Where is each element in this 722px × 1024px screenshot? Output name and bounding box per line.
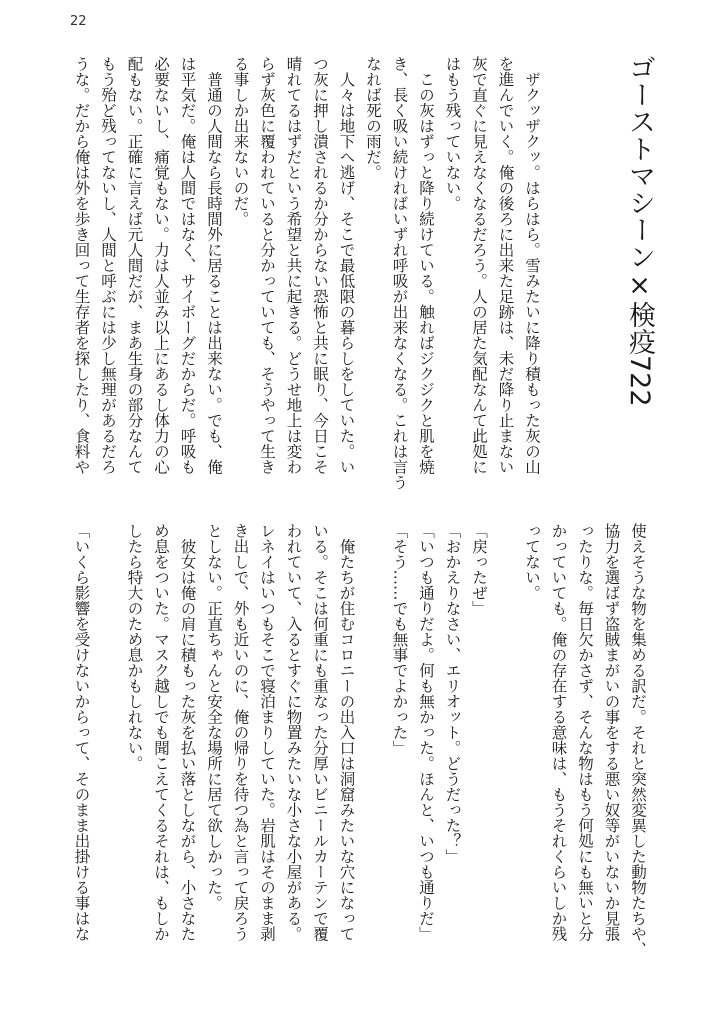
chapter-title: ゴーストマシーン×検疫722 (624, 54, 655, 407)
text-line: 灰で直ぐに見えなくなるだろう。人の居た気配なんて此処に (470, 56, 488, 475)
text-line: 使えそうな物を集める訳だ。それと突然変異した動物たちや、 (629, 523, 647, 957)
text-line: 人々は地下へ逃げ、そこで最低限の暮らしをしていた。い (337, 56, 356, 475)
text-line: き出しで、外も近いのに、俺の帰りを待つ為と言って戻ろう (231, 523, 250, 942)
body-text-upper (68, 56, 545, 506)
text-line: レネイはいつもそこで寝泊まりしていた。岩肌はそのまま剥 (258, 523, 276, 942)
text-line: を進んでいく。俺の後ろに出来た足跡は、未だ降り止まない (496, 56, 515, 475)
text-line: ってない。 (523, 523, 541, 601)
page-number: 22 (70, 14, 87, 29)
text-line: もう殆ど残ってないし、人間と呼ぶには少し無理があるだろ (99, 56, 117, 475)
text-line: したら特大のため息かもしれない。 (125, 523, 144, 771)
text-line: われていて、入るとすぐに物置みたいな小さな小屋がある。 (284, 523, 303, 942)
text-line: き、長く吸い続ければいずれ呼吸が出来なくなる。これは言う (390, 56, 409, 490)
text-line: 「そう……でも無事でよかった」 (390, 523, 409, 756)
text-line: 晴れてるはずだという希望と共に起きる。どうせ地上は変わ (284, 56, 303, 475)
text-line: 協力を選ばず盗賊まがいの事をする悪い奴等がいないか見張 (602, 523, 621, 942)
text-line: いる。そこは何重にも重なった分厚いビニールカーテンで覆 (311, 523, 329, 942)
text-line: ったりな。毎日欠かさず、そんな物はもう何処にも無いと分 (576, 523, 594, 942)
text-line: め息をついた。マスク越しでも聞こえてくるそれは、もしか (152, 523, 170, 942)
text-line: 「戻ったぜ」 (470, 523, 488, 616)
text-line: としない。正直ちゃんと安全な場所に居て欲しかった。 (205, 523, 223, 911)
text-line: 「おかえりなさい、エリオット。どうだった？」 (443, 523, 462, 864)
text-line: 普通の人間なら長時間外に居ることは出来ない。でも、俺 (205, 56, 223, 475)
text-line: なれば死の雨だ。 (364, 56, 382, 180)
text-line: は平気だ。俺は人間ではなく、サイボーグだからだ。呼吸も (178, 56, 197, 475)
text-line: 配もない。正確に言えば元人間だが、まあ生身の部分なんて (125, 56, 144, 475)
text-line: る事しか出来ないのだ。 (231, 56, 250, 227)
text-line: 必要ないし、痛覚もない。力は人並み以上にあるし体力の心 (152, 56, 170, 475)
text-line (492, 523, 519, 973)
text-line: らず灰色に覆われていると分かっていても、そうやって生き (258, 56, 276, 475)
text-line: かっていても。俺の存在する意味は、もうそれくらいしか残 (549, 523, 568, 942)
text-line: 彼女は俺の肩に積もった灰を払い落としながら、小さなた (178, 523, 197, 942)
text-line: 「いくら影響を受けないからって、そのまま出掛ける事はな (72, 523, 91, 942)
text-line: はもう残っていない。 (443, 56, 462, 211)
text-line: 「いつも通りだよ。何も無かった。ほんと、いつも通りだ」 (417, 523, 435, 942)
text-line: 俺たちが住むコロニーの出入口は洞窟みたいな穴になって (337, 523, 356, 942)
text-line: この灰はずっと降り続けている。触ればジクジクと肌を焼 (417, 56, 435, 475)
text-line (95, 523, 122, 973)
text-line: ザクッザクッ。はらはら。雪みたいに降り積もった灰の山 (523, 56, 541, 475)
body-text-lower (68, 523, 651, 973)
text-line: うな。だから俺は外を歩き回って生存者を探したり、食料や (72, 56, 91, 475)
text-line (360, 523, 387, 973)
text-line: つ灰に押し潰されるか分からない恐怖と共に眠り、今日こそ (311, 56, 329, 475)
